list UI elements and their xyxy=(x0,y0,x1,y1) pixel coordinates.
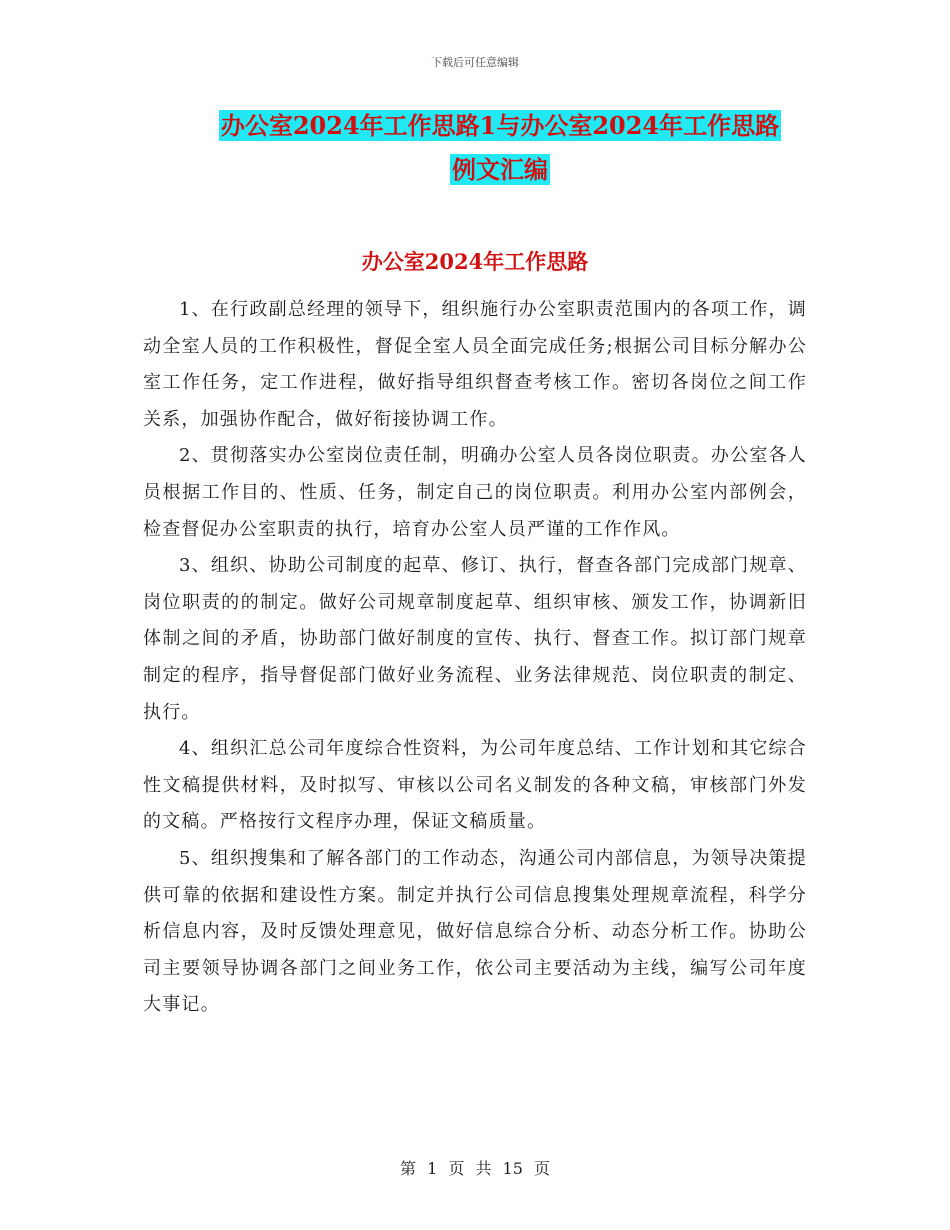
document-title-line-1: 办公室2024年工作思路1与办公室2024年工作思路 xyxy=(220,111,780,140)
document-title xyxy=(190,104,810,192)
document-title-line-2: 例文汇编 xyxy=(452,155,548,184)
paragraph-4: 4、组织汇总公司年度综合性资料，为公司年度总结、工作计划和其它综合性文稿提供材料，及时拟写、审核以公司名义制发的各种文稿，审核部门外发的文稿。严格按行文程序办理，保证文稿质量。 xyxy=(143,738,807,833)
body-text xyxy=(143,292,807,1024)
paragraph-5: 5、组织搜集和了解各部门的工作动态，沟通公司内部信息，为领导决策提供可靠的依据和建设性方案。制定并执行公司信息搜集处理规章流程，科学分析信息内容，及时反馈处理意见，做好信息综合分析、动态分析工作。协助公司主要领导协调各部门之间业务工作，依公司主要活动为主线，编写公司年度大事记。 xyxy=(143,847,807,1016)
page-footer: 第 1 页 共 15 页 xyxy=(400,1159,550,1178)
paragraph-1: 1、在行政副总经理的领导下，组织施行办公室职责范围内的各项工作，调动全室人员的工作积极性，督促全室人员全面完成任务;根据公司目标分解办公室工作任务，定工作进程，做好指导组织督查考核工作。密切各岗位之间工作关系，加强协作配合，做好衔接协调工作。 xyxy=(143,299,807,430)
paragraph-2: 2、贯彻落实办公室岗位责任制，明确办公室人员各岗位职责。办公室各人员根据工作目的、性质、任务，制定自己的岗位职责。利用办公室内部例会，检查督促办公室职责的执行，培育办公室人员严谨的工作作风。 xyxy=(143,445,807,540)
section-title: 办公室2024年工作思路 xyxy=(361,249,589,274)
header-note: 下载后可任意编辑 xyxy=(431,56,519,69)
paragraph-3: 3、组织、协助公司制度的起草、修订、执行，督查各部门完成部门规章、岗位职责的的制定。做好公司规章制度起草、组织审核、颁发工作，协调新旧体制之间的矛盾，协助部门做好制度的宣传、执行、督查工作。拟订部门规章制定的程序，指导督促部门做好业务流程、业务法律规范、岗位职责的制定、执行。 xyxy=(143,555,807,723)
